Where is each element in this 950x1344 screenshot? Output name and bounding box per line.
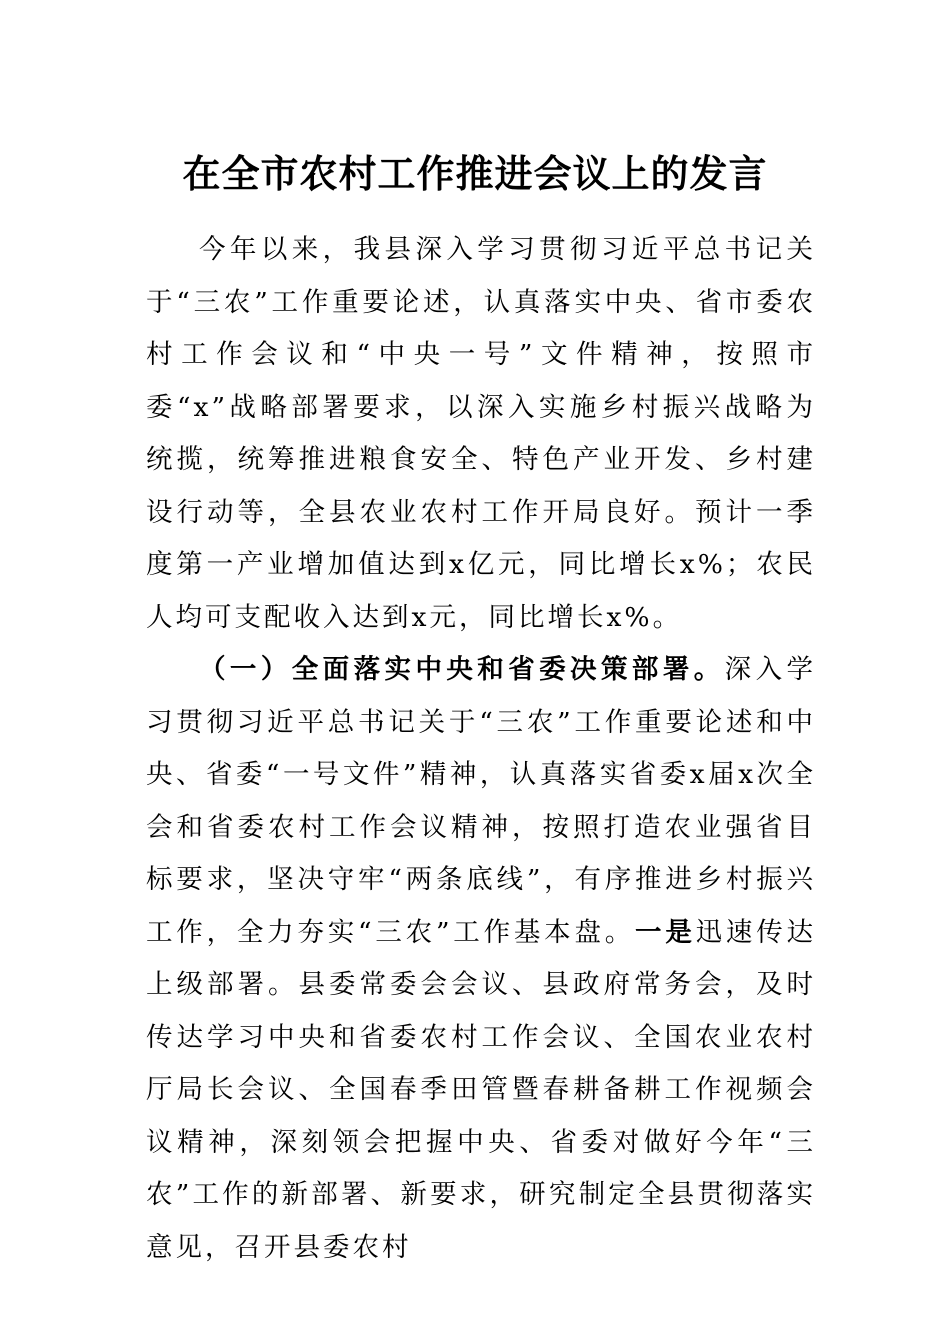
- intro-paragraph: 今年以来，我县深入学习贯彻习近平总书记关于“三农”工作重要论述，认真落实中央、省市委农村工作会议和“中央一号”文件精神，按照市委“x”战略部署要求，以深入实施乡村振兴战略为统揽，统筹推进粮食安全、特色产业开发、乡村建设行动等，全县农业农村工作开局良好。预计一季度第一产业增加值达到x亿元，同比增长x%；农民人均可支配收入达到x元，同比增长x%。: [146, 234, 816, 633]
- document-title: 在全市农村工作推进会议上的发言: [182, 152, 768, 196]
- section-1-paragraph: [146, 644, 816, 1274]
- document-body: [146, 224, 816, 1274]
- section-1-text-part1: 深入学习贯彻习近平总书记关于“三农”工作重要论述和中央、省委“一号文件”精神，认真落实省委x届x次全会和省委农村工作会议精神，按照打造农业强省目标要求，坚决守牢“两条底线”，有序推进乡村振兴工作，全力夯实“三农”工作基本盘。: [146, 654, 817, 948]
- section-1-text-part2: 迅速传达上级部署。县委常委会会议、县政府常务会，及时传达学习中央和省委农村工作会议、全国农业农村厅局长会议、全国春季田管暨春耕备耕工作视频会议精神，深刻领会把握中央、省委对做好今年“三农”工作的新部署、新要求，研究制定全县贯彻落实意见，召开县委农村: [146, 916, 817, 1263]
- section-1-marker-1: 一是: [635, 916, 696, 948]
- section-1-heading: （一）全面落实中央和省委决策部署。: [199, 654, 725, 685]
